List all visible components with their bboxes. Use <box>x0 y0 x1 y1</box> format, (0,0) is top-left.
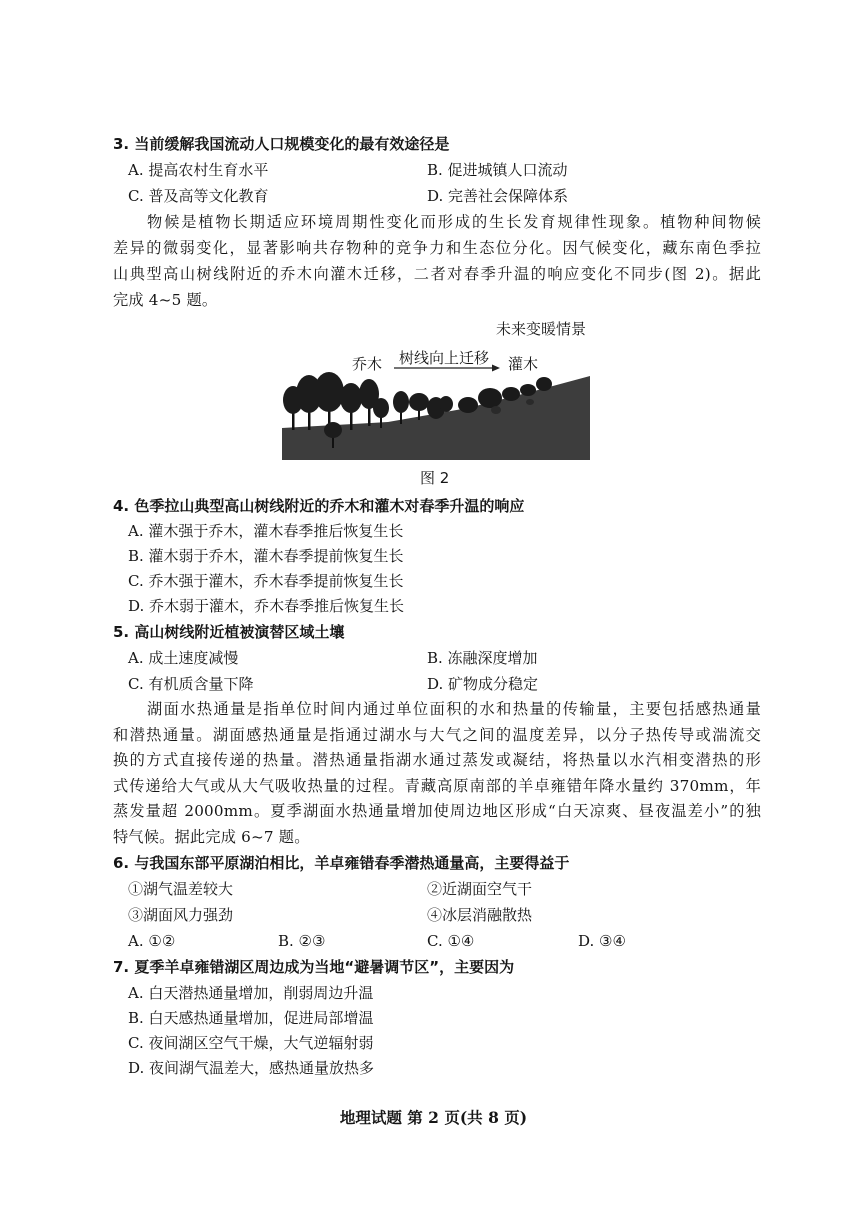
q3-option-c: C. 普及高等文化教育 <box>128 187 269 205</box>
q7-option-b: B. 白天感热通量增加，促进局部增温 <box>128 1009 374 1027</box>
q6-item-1: ①湖气温差较大 <box>128 880 234 898</box>
q6-item-4: ④冰层消融散热 <box>427 906 533 924</box>
para1-line-3: 山典型高山树线附近的乔木向灌木迁移，二者对春季升温的响应变化不同步(图 2)。据此 <box>113 265 761 283</box>
q6-option-d: D. ③④ <box>578 932 626 950</box>
q6-stem: 6. 与我国东部平原湖泊相比，羊卓雍错春季潜热通量高，主要得益于 <box>113 854 570 872</box>
para1-line-4: 完成 4~5 题。 <box>113 291 218 309</box>
q3-option-a: A. 提高农村生育水平 <box>128 161 269 179</box>
q4-option-c: C. 乔木强于灌木，乔木春季提前恢复生长 <box>128 572 404 590</box>
q5-option-a: A. 成土速度减慢 <box>128 649 239 667</box>
q6-item-2: ②近湖面空气干 <box>427 880 533 898</box>
q5-option-d: D. 矿物成分稳定 <box>427 675 539 693</box>
para2-line-4: 式传递给大气或从大气吸收热量的过程。青藏高原南部的羊卓雍错年降水量约 370mm，年 <box>113 777 761 795</box>
figure-tree-label: 乔木 <box>352 355 383 373</box>
page-footer: 地理试题 第 2 页(共 8 页) <box>339 1108 528 1127</box>
q5-option-c: C. 有机质含量下降 <box>128 675 254 693</box>
q5-option-b: B. 冻融深度增加 <box>427 649 538 667</box>
figure-shrub-label: 灌木 <box>508 355 539 373</box>
q4-option-a: A. 灌木强于乔木，灌木春季推后恢复生长 <box>128 522 404 540</box>
migration-arrow-head <box>492 365 500 372</box>
q3-stem: 3. 当前缓解我国流动人口规模变化的最有效途径是 <box>113 135 450 153</box>
q7-option-c: C. 夜间湖区空气干燥，大气逆辐射弱 <box>128 1034 374 1052</box>
q5-stem: 5. 高山树线附近植被演替区域土壤 <box>113 623 345 641</box>
para2-line-6: 特气候。据此完成 6~7 题。 <box>113 828 310 846</box>
q4-option-b: B. 灌木弱于乔木，灌木春季提前恢复生长 <box>128 547 404 565</box>
para2-line-5: 蒸发量超 2000mm。夏季湖面水热通量增加使周边地区形成“白天凉爽、昼夜温差小”的独 <box>113 802 761 820</box>
q7-option-a: A. 白天潜热通量增加，削弱周边升温 <box>128 984 374 1002</box>
q6-option-b: B. ②③ <box>278 932 326 950</box>
q6-option-c: C. ①④ <box>427 932 475 950</box>
q4-stem: 4. 色季拉山典型高山树线附近的乔木和灌木对春季升温的响应 <box>113 497 525 515</box>
figure-arrow-label: 树线向上迁移 <box>399 349 490 367</box>
q4-option-d: D. 乔木弱于灌木，乔木春季推后恢复生长 <box>128 597 405 615</box>
q3-option-d: D. 完善社会保障体系 <box>427 187 569 205</box>
para2-line-1: 湖面水热通量是指单位时间内通过单位面积的水和热量的传输量，主要包括感热通量 <box>147 700 761 718</box>
para1-line-1: 物候是植物长期适应环境周期性变化而形成的生长发育规律性现象。植物种间物候 <box>147 213 761 231</box>
figure-caption: 图 2 <box>420 469 450 487</box>
q7-stem: 7. 夏季羊卓雍错湖区周边成为当地“避暑调节区”，主要因为 <box>113 958 515 976</box>
para2-line-2: 和潜热通量。湖面感热通量是指通过湖水与大气之间的温度差异，以分子热传导或湍流交 <box>113 726 761 744</box>
q7-option-d: D. 夜间湖气温差大，感热通量放热多 <box>128 1059 375 1077</box>
figure-scenario-label: 未来变暖情景 <box>496 320 587 338</box>
para2-line-3: 换的方式直接传递的热量。潜热通量指湖水通过蒸发或凝结，将热量以水汽相变潜热的形 <box>113 751 761 769</box>
treeline-migration-diagram <box>268 310 608 470</box>
q6-item-3: ③湖面风力强劲 <box>128 906 234 924</box>
q3-option-b: B. 促进城镇人口流动 <box>427 161 568 179</box>
q6-option-a: A. ①② <box>128 932 176 950</box>
para1-line-2: 差异的微弱变化，显著影响共存物种的竞争力和生态位分化。因气候变化，藏东南色季拉 <box>113 239 761 257</box>
